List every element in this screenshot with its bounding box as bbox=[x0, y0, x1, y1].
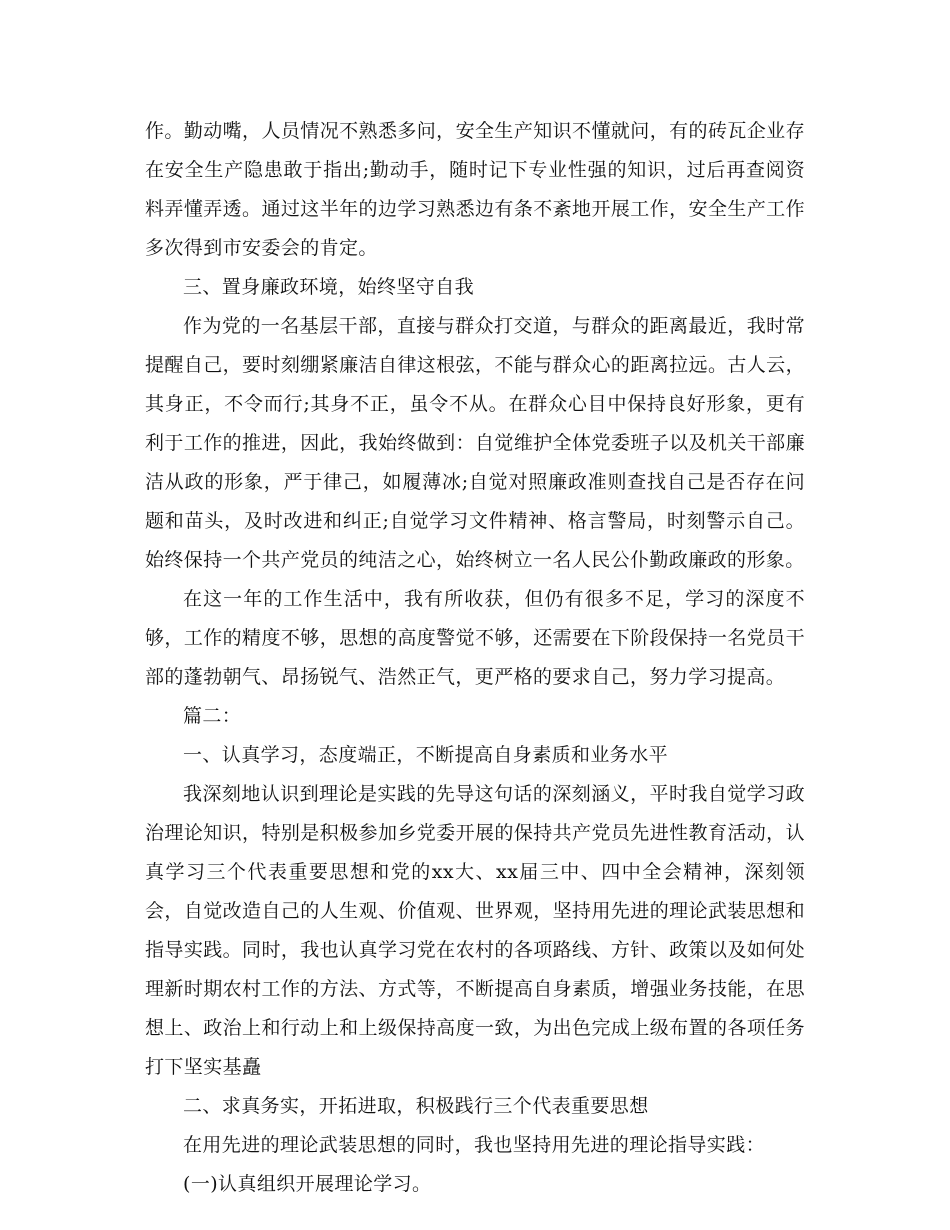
section-heading-3: 三、置身廉政环境，始终坚守自我 bbox=[183, 276, 475, 298]
subsection-heading-1: (一)认真组织开展理论学习。 bbox=[183, 1173, 432, 1195]
paragraph-practice: 在用先进的理论武装思想的同时，我也坚持用先进的理论指导实践： bbox=[183, 1134, 766, 1156]
section-heading-1: 一、认真学习，态度端正，不断提高自身素质和业务水平 bbox=[183, 744, 669, 766]
section-heading-2: 二、求真务实，开拓进取，积极践行三个代表重要思想 bbox=[183, 1095, 649, 1117]
paragraph-study: 我深刻地认识到理论是实践的先导这句话的深刻涵义，平时我自觉学习政治理论知识，特别是积极参加乡党委开展的保持共产党员先进性教育活动，认真学习三个代表重要思想和党的xx大、xx届三中、四中全会精神，深刻领会，自觉改造自己的人生观、价值观、世界观，坚持用先进的理论武装思想和指导实践。同时，我也认真学习党在农村的各项路线、方针、政策以及如何处理新时期农村工作的方法、方式等，不断提高自身素质，增强业务技能，在思想上、政治上和行动上和上级保持高度一致，为出色完成上级布置的各项任务打下坚实基矗 bbox=[145, 783, 805, 1078]
paragraph-integrity: 作为党的一名基层干部，直接与群众打交道，与群众的距离最近，我时常提醒自己，要时刻绷紧廉洁自律这根弦，不能与群众心的距离拉远。古人云，其身正，不令而行;其身不正，虽令不从。在群众心目中保持良好形象，更有利于工作的推进，因此，我始终做到：自觉维护全体党委班子以及机关干部廉洁从政的形象，严于律己，如履薄冰;自觉对照廉政准则查找自己是否存在问题和苗头，及时改进和纠正;自觉学习文件精神、格言警局，时刻警示自己。始终保持一个共产党员的纯洁之心，始终树立一名人民公仆勤政廉政的形象。 bbox=[145, 315, 805, 571]
paragraph-continuation: 作。勤动嘴，人员情况不熟悉多问，安全生产知识不懂就问，有的砖瓦企业存在安全生产隐患敢于指出;勤动手，随时记下专业性强的知识，过后再查阅资料弄懂弄透。通过这半年的边学习熟悉边有条不紊地开展工作，安全生产工作多次得到市安委会的肯定。 bbox=[145, 120, 805, 259]
part-two-heading: 篇二： bbox=[183, 705, 242, 727]
document-body bbox=[145, 112, 805, 1204]
paragraph-summary: 在这一年的工作生活中，我有所收获，但仍有很多不足，学习的深度不够，工作的精度不够，思想的高度警觉不够，还需要在下阶段保持一名党员干部的蓬勃朝气、昂扬锐气、浩然正气，更严格的要求自己，努力学习提高。 bbox=[145, 588, 805, 688]
